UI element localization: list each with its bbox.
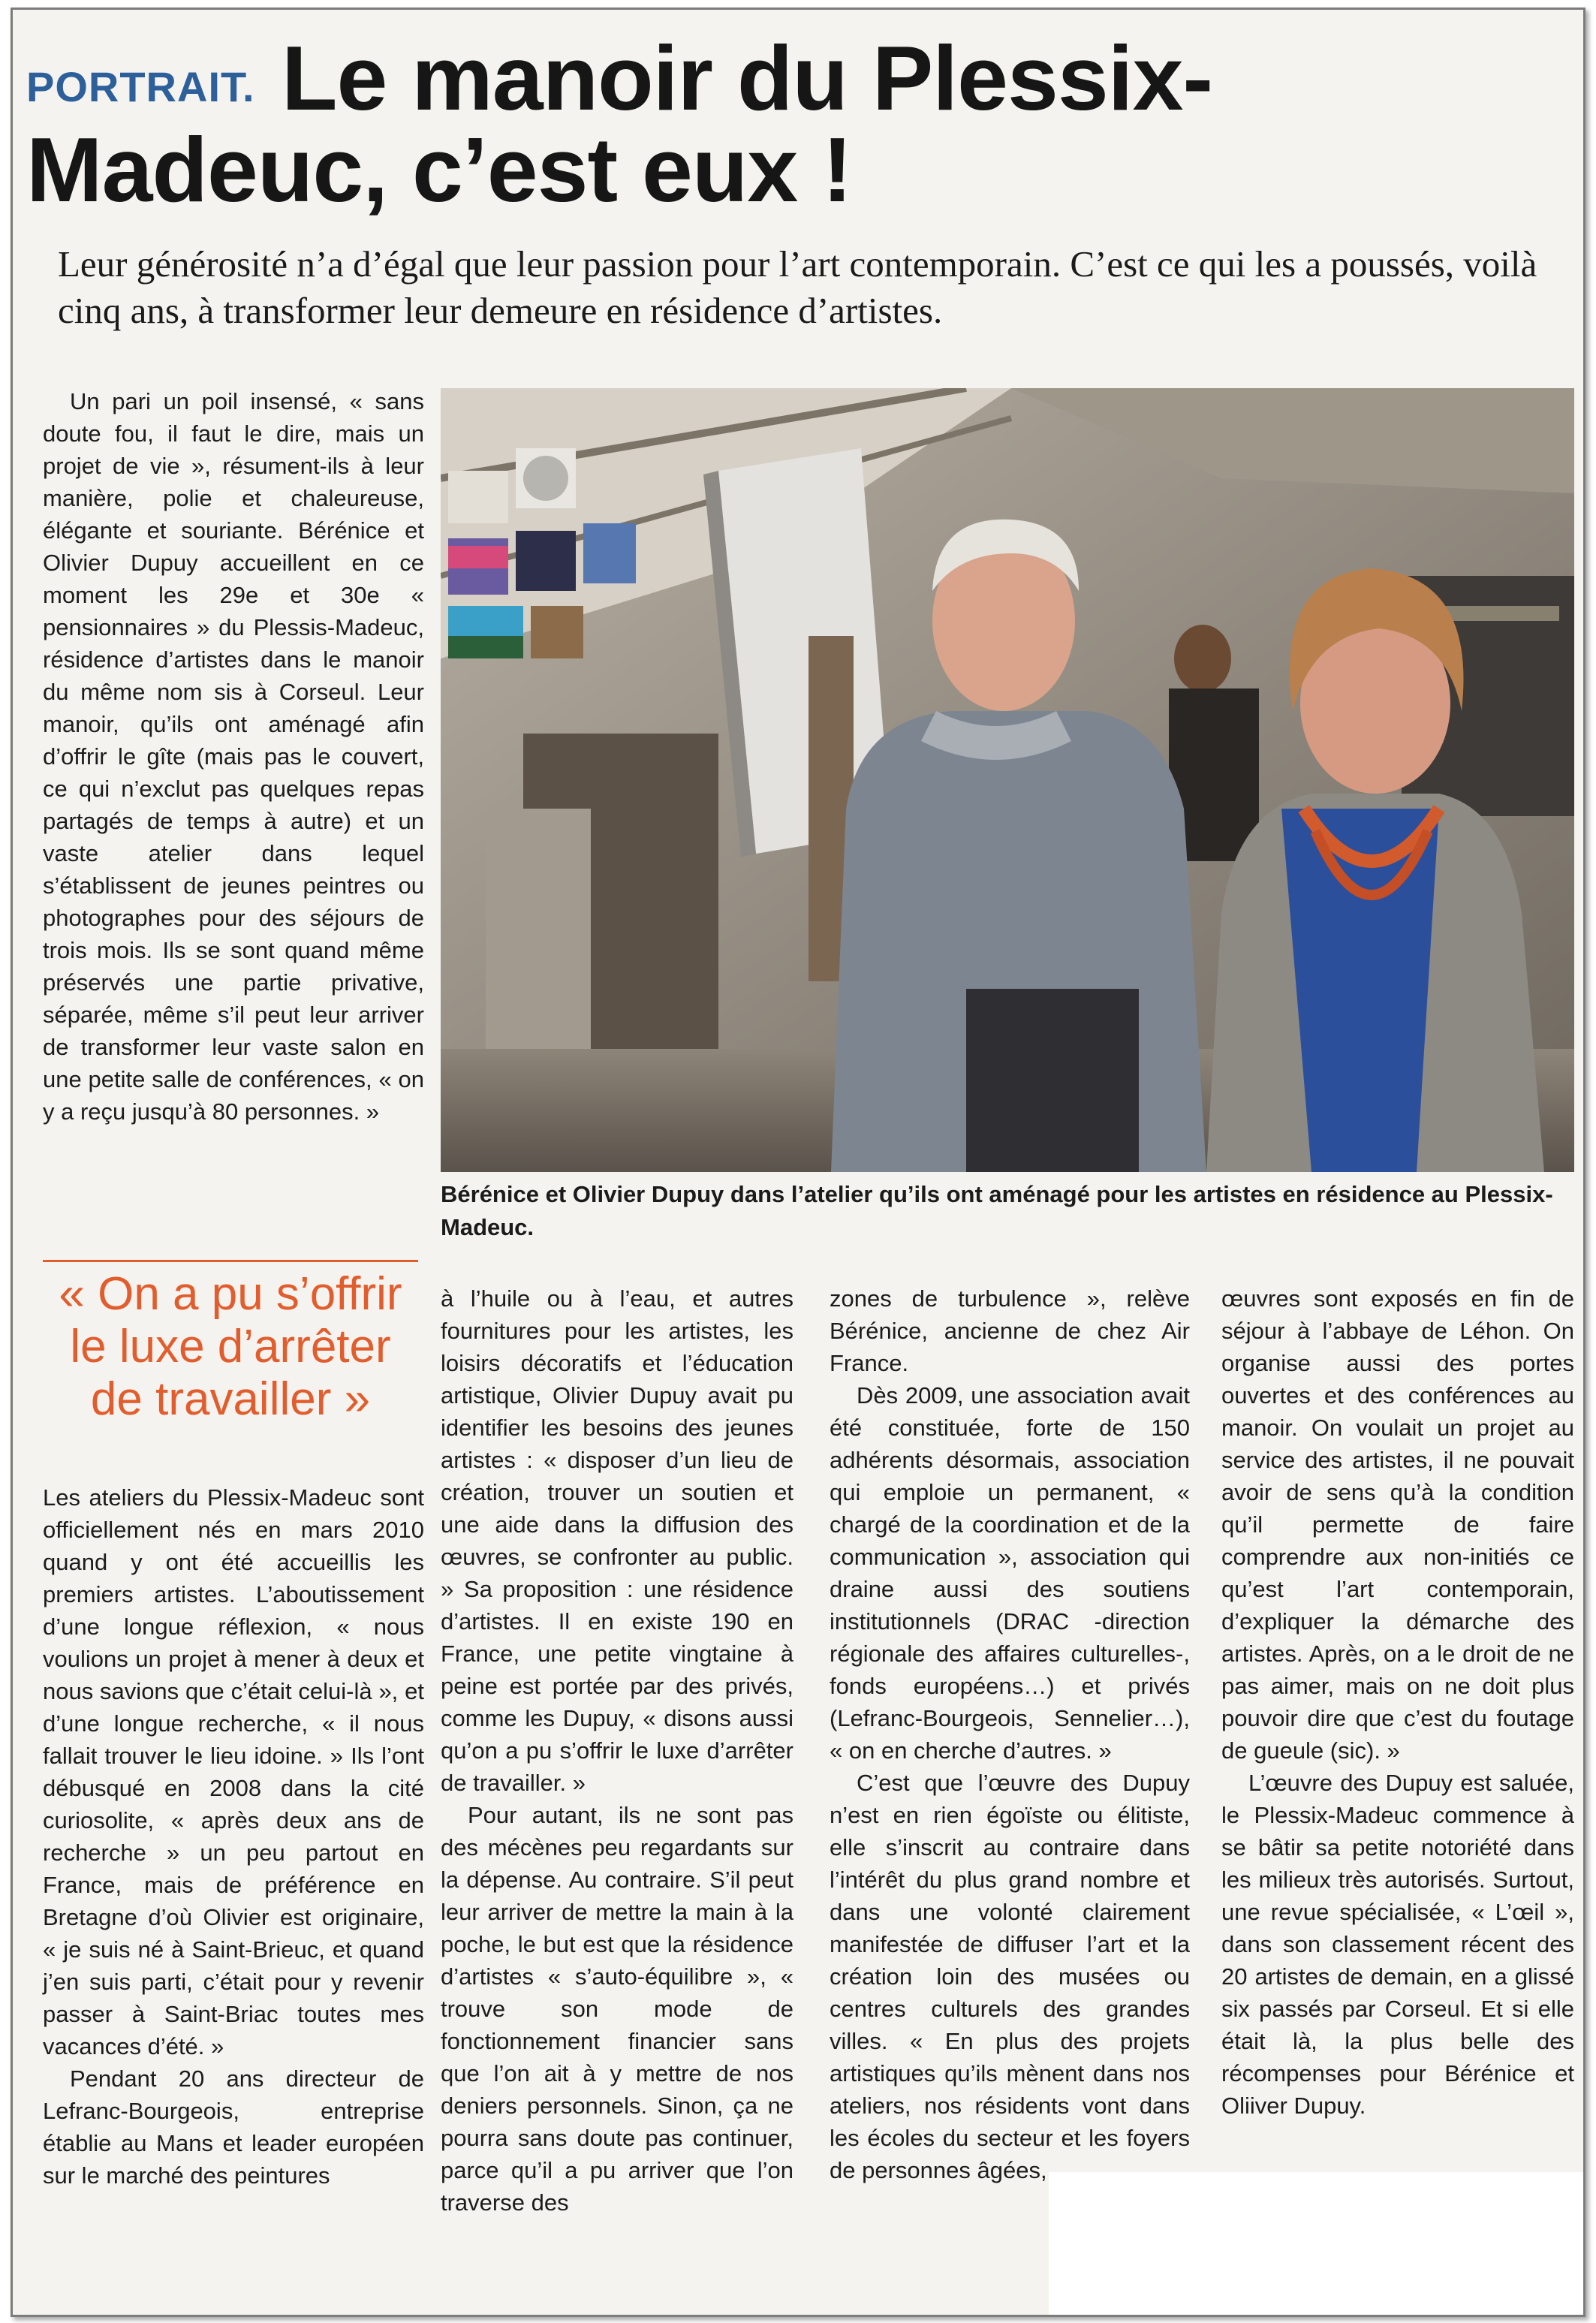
paragraph: C’est que l’œuvre des Dupuy n’est en rien égoïste ou élitiste, elle s’inscrit au contraire dans l’intérêt du plus grand nombre et dans une volonté clairement manifestée de diffuser l’art et la création loin des musées ou centres culturels des grandes villes. « En plus des projets artistiques qu’ils mènent dans nos ateliers, nos résidents vont dans les écoles du secteur et les foyers de personnes âgées, [830,1770,1190,2183]
article-photo [441,388,1574,1172]
paragraph: Pour autant, ils ne sont pas des mécènes peu regardants sur la dépense. Au contraire. S’il peut leur arriver de mettre la main à la poche, le but est que la résidence d’artistes « s’auto-équilibre », « trouve son mode de fonctionnement financier sans que l’on ait à y mettre de nos deniers personnels. Sinon, ça ne pourra sans doute pas continuer, parce qu’il a pu arriver que l’on traverse des [441,1802,793,2216]
paragraph: zones de turbulence », relève Bérénice, ancienne de chez Air France. [830,1285,1190,1376]
paragraph: œuvres sont exposés en fin de séjour à l’abbaye de Léhon. On organise aussi des portes ouvertes et des conférences au manoir. On voulait un projet au service des artistes, il ne pouvait avoir de sens qu’à la condition qu’il permette de faire comprendre aux non-initiés ce qu’est l’art contemporain, d’expliquer la démarche des artistes. Après, on a le droit de ne pas aimer, mais on ne doit plus pouvoir dire que c’est du foutage de gueule (sic). » [1221,1285,1574,1764]
column-3 [830,1282,1190,2186]
pull-quote: « On a pu s’offrir le luxe d’arrêter de travailler » [43,1260,418,1426]
section-kicker: PORTRAIT. [26,63,255,110]
paragraph: Les ateliers du Plessix-Madeuc sont officiellement nés en mars 2010 quand y ont été accueillis les premiers artistes. L’aboutissement d’une longue réflexion, « nous voulions un projet à mener à deux et nous savions que c’était celui-là », et d’une longue recherche, « il nous fallait trouver le lieu idoine. » Ils l’ont débusqué en 2008 dans la cité curiosolite, « après deux ans de recherche » un peu partout en France, mais de préférence en Bretagne d’où Olivier est originaire, « je suis né à Saint-Brieuc, et quand j’en suis parti, c’était pour y revenir passer à Saint-Briac toutes mes vacances d’été. » [43,1484,424,2059]
paragraph: à l’huile ou à l’eau, et autres fournitures pour les artistes, les loisirs décoratifs et l’éducation artistique, Olivier Dupuy avait pu identifier les besoins des jeunes artistes : « disposer d’un lieu de création, trouver un soutien et une aide dans la diffusion des œuvres, se confronter au public. » Sa proposition : une résidence d’artistes. Il en existe 190 en France, une petite vingtaine à peine est portée par des privés, comme les Dupuy, « disons aussi qu’on a pu s’offrir le luxe d’arrêter de travailler. » [441,1285,793,1796]
paragraph: Un pari un poil insensé, « sans doute fou, il faut le dire, mais un projet de vie », résument-ils à leur manière, polie et chaleureuse, élégante et souriante. Bérénice et Olivier Dupuy accueillent en ce moment les 29e et 30e « pensionnaires » du Plessis-Madeuc, résidence d’artistes dans le manoir du même nom sis à Corseul. Leur manoir, qu’ils ont aménagé afin d’offrir le gîte (mais pas le couvert, ce qui n’exclut pas quelques repas partagés de temps à autre) et un vaste atelier dans lequel s’établissent de jeunes peintres ou photographes pour des séjours de trois mois. Ils se sont quand même préservés une partie privative, séparée, même s’il peut leur arriver de transformer leur vaste salon en une petite salle de conférences, « on y a reçu jusqu’à 80 personnes. » [43,388,424,1125]
torn-corner [1049,2172,1585,2317]
photo-caption: Bérénice et Olivier Dupuy dans l’atelier qu’ils ont aménagé pour les artistes en résidence au Plessix-Madeuc. [441,1181,1553,1240]
headline: Le manoir du Plessix-Madeuc, c’est eux ! [26,27,1213,221]
column-2 [441,1282,793,2219]
standfirst: Leur générosité n’a d’égal que leur passion pour l’art contemporain. C’est ce qui les a poussés, voilà cinq ans, à transformer leur demeure en résidence d’artistes. [58,243,1537,331]
paragraph: Dès 2009, une association avait été constituée, forte de 150 adhérents désormais, association qui emploie un permanent, « chargé de la coordination et de la communication », association qui draine aussi des soutiens institutionnels (DRAC -direction régionale des affaires culturelles-, fonds européens…) et privés (Lefranc-Bourgeois, Sennelier…), « on en cherche d’autres. » [830,1382,1190,1764]
column-1-top [43,385,424,1128]
paragraph: L’œuvre des Dupuy est saluée, le Plessix-Madeuc commence à se bâtir sa petite notoriété dans les milieux très autorisés. Surtout, une revue spécialisée, « L’œil », dans son classement récent des 20 artistes de demain, en a glissé six passés par Corseul. Et si elle était là, la plus belle des récompenses pour Bérénice et Oliiver Dupuy. [1221,1770,1574,2119]
newspaper-clipping [11,8,1585,2317]
paragraph: Pendant 20 ans directeur de Lefranc-Bourgeois, entreprise établie au Mans et leader européen sur le marché des peintures [43,2065,424,2189]
column-1-bottom [43,1481,424,2192]
photo-illustration [441,388,1574,1172]
column-4 [1221,1282,1574,2122]
